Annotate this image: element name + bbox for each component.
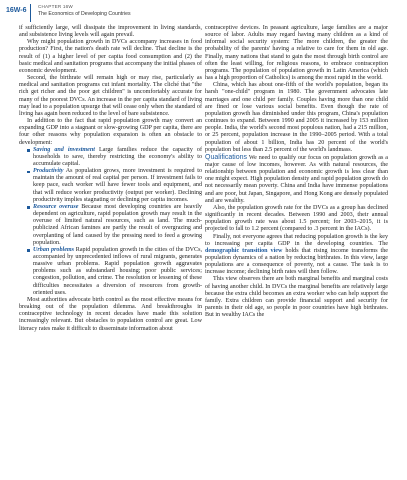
paragraph: Second, the birthrate will remain high or may rise, particularly as medical and sanitation programs cut infant mortality. The cliché that "the rich get richer and the poor get children" is uncomfortably accurate for many of the poorest DVCs. An increase in the per capita standard of living may lead to a population upsurge that will cease only when the standard of living has again been reduced to the level of bare subsistence. (19, 75, 202, 117)
bullet-icon (27, 171, 30, 174)
paragraph: if sufficiently large, will dissipate the improvement in living standards, and subsistence living levels will again prevail. (19, 25, 202, 39)
page-number: 16W-6 (6, 7, 27, 14)
list-item (27, 168, 202, 204)
list-text: Rapid population growth in the cities of the DVCs, accompanied by unprecedented inflows of rural migrants, generates massive urban problems. Rapid population growth aggravates problems such as substandard housing; poor public services; congestion, pollution, and crime. The resolution or lessening of these difficulties necessitates a diversion of resources from growth-oriented uses. (33, 246, 202, 296)
key-term: demographic transition view (205, 247, 283, 254)
list-term: Urban problems (33, 246, 75, 253)
bullet-icon (27, 206, 30, 209)
paragraph-text: We need to qualify our focus on population growth as a major cause of low incomes, however. As with natural resources, the relationship between population and economic growth is less clear than one might expect. High population density and rapid population growth do not necessarily mean poverty. China and India have immense populations and are poor, but Japan, Singapore, and Hong Kong are densely populated and are wealthy. (205, 154, 388, 204)
paragraph: contraceptive devices. In peasant agriculture, large families are a major source of labor. Adults may regard having many children as a kind of informal social security system: The more children, the greater the probability of the parents' having a relative to care for them in old age. Finally, many nations that stand to gain the most through birth control are often the least willing, for religious reasons, to embrace contraception programs. The population of population growth in Latin America (which has a high proportion of Catholics) is among the most rapid in the world. (205, 25, 388, 82)
paragraph: China, which has about one-fifth of the world's population, began its harsh "one-child" program in 1980. The government advocates late marriages and one child per family. Couples having more than one child are fined or lose various social benefits. Even though the rate of population growth has diminished under this program, China's population continues to expand. Between 1990 and 2005 it increased by 153 million people. India, the world's second most populous nation, had a 215 million, or 25 percent, population increase in the 1990–2005 period. With a total population of about 1 billion, India has 20 percent of the world's population but less than 2.5 percent of the world's landmass. (205, 82, 388, 153)
section-heading: Qualifications (205, 153, 248, 161)
header-divider (30, 4, 31, 22)
left-column (19, 25, 202, 333)
page-header (0, 0, 407, 26)
list-item (27, 247, 202, 297)
paragraph-text: Finally, not everyone agrees that reducing population growth is the key to increasing per capita GDP in the developing countries. The (205, 233, 388, 247)
paragraph: Why might population growth in DVCs accompany increases in food production? First, the nation's death rate will decline. That decline is the result of (1) a higher level of per capita food consumption and (2) the basic medical and sanitation programs that accompany the initial phases of economic development. (19, 39, 202, 74)
list-term: Resource overuse (33, 203, 79, 210)
bullet-icon (27, 149, 30, 152)
chapter-label: CHAPTER 16W (38, 4, 73, 9)
paragraph: In addition to the fact that rapid population growth may convert an expanding GDP into a stagnant or slow-growing GDP per capita, there are four other reasons why population expansion is often an obstacle to development: (19, 118, 202, 146)
paragraph (205, 234, 388, 277)
list-item (27, 204, 202, 247)
list-text: Large families reduce the capacity of households to save, thereby restricting the economy's ability to accumulate capital. (33, 146, 202, 167)
list-text: As population grows, more investment is required to maintain the amount of real capital per person. If investment fails to keep pace, each worker will have fewer tools and equipment, and that will reduce worker productivity (output per worker). Declining productivity implies stagnating or declining per capita incomes. (33, 168, 202, 203)
list-item (27, 147, 202, 168)
right-column (205, 25, 388, 319)
bullet-icon (27, 249, 30, 252)
obstacle-list (19, 147, 202, 297)
chapter-title: The Economics of Developing Countries (38, 11, 131, 17)
paragraph: This view observes there are both marginal benefits and marginal costs of having another child. In DVCs the marginal benefits are relatively large because the extra child becomes an extra worker who can help support the family. Extra children can provide financial support and security for parents in their old age, so people in poor countries have high birthrates. But in wealthy IACs the (205, 276, 388, 319)
list-term: Saving and investment (33, 146, 95, 153)
list-term: Productivity (33, 168, 64, 175)
paragraph: Also, the population growth rate for the DVCs as a group has declined significantly in recent decades. Between 1990 and 2003, their annual population growth rate was about 1.5 percent; for 2003–2015, it is projected to fall to 1.2 percent (compared to .3 percent in the IACs). (205, 204, 388, 233)
list-text: Because most developing countries are heavily dependent on agriculture, rapid population growth may result in the overuse of limited natural resources, such as land. The much-publicized African famines are partly the result of overgrazing and overplanting of land caused by the pressing need to feed a growing population. (33, 203, 202, 246)
paragraph: Most authorities advocate birth control as the most effective means for breaking out of the population dilemma. And breakthroughs in contraceptive technology in recent decades have made this solution increasingly relevant. But obstacles to population control are great. Low literacy rates make it difficult to disseminate information about (19, 296, 202, 332)
paragraph-text: holds that rising income transforms the population dynamics of a nation by reducing birthrates. In this view, large populations are a consequence of poverty, not a cause. The task is to increase income; declining birth rates will then follow. (205, 247, 388, 276)
